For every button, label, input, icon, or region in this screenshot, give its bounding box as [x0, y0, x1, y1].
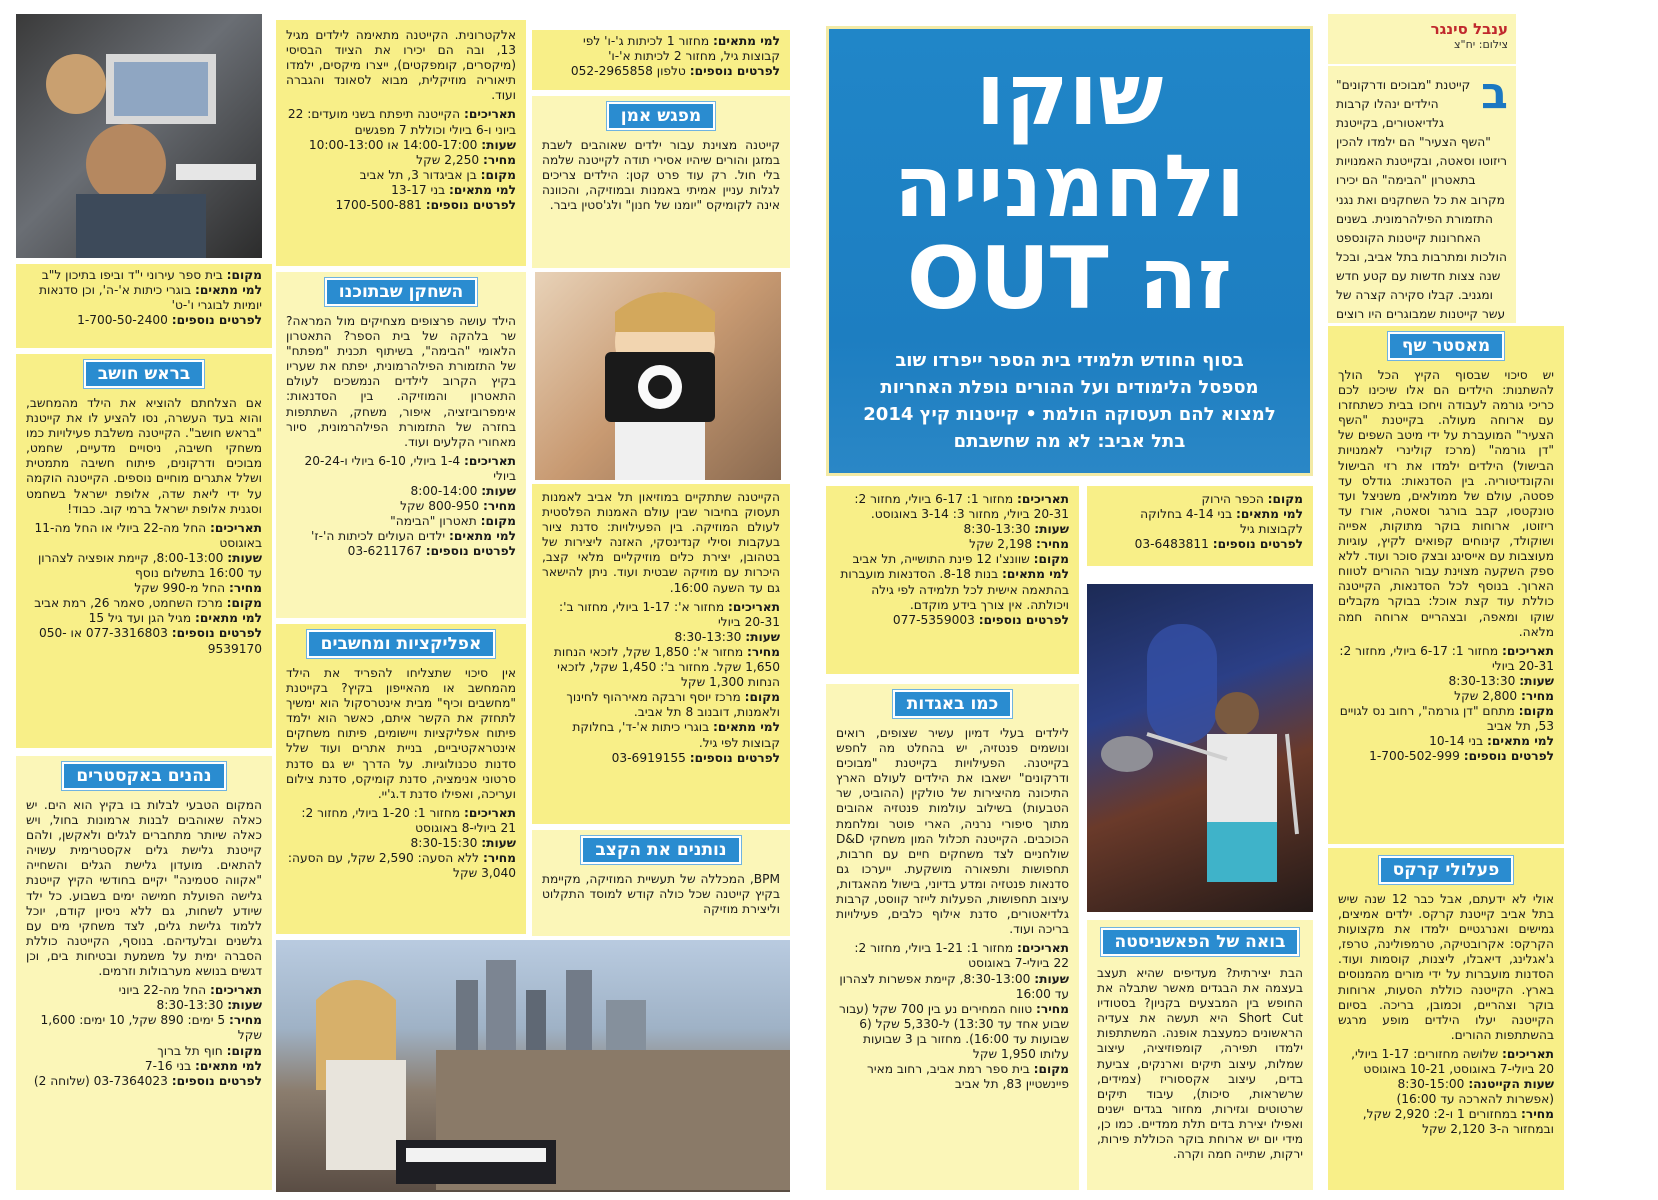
artist-text: קייטנה מצוינת עבור ילדים שאוהבים לשבת במזגן והורים שיהיו אסירי תודה לקייטנה שלמה בלי חול. רק עוד פרט קטן: הילדים צריכים לגלות עניין אמיתי באמנות ובמוזיקה, והכוונה אינה לקומיקס "יומנו של חנון" ולג'סטין ביבר. [542, 138, 780, 213]
electronic-section [276, 20, 526, 266]
info-row: לפרטים נוספים: 03-6919155 [611, 750, 780, 765]
info-row: לפרטים נוספים: 1-700-50-2400 [77, 313, 262, 328]
circus-heading: פעלולי קרקס [1379, 856, 1514, 884]
thinking-heading: בראש חושב [84, 360, 205, 388]
info-row: שעות: 8:00-13:00, קיימת אופציה לצהרון עד 16:00 בתשלום נוסף [37, 550, 262, 581]
camera-illustration [535, 272, 781, 480]
info-row: שעות: 8:30-13:00, קיימת אפשרות לצהרון עד 16:00 [839, 971, 1069, 1001]
info-row: שעות הקייטנה: 8:30-15:00 [1397, 1077, 1554, 1092]
info-row: לפרטים נוספים: 03-7364023 (שלוחה 2) [33, 1073, 262, 1088]
info-row: לפרטים נוספים: 03-6211767 [347, 544, 516, 559]
artist-section [532, 96, 790, 268]
electronic-info [286, 107, 516, 213]
photo-credit: צילום: יח"צ [1454, 38, 1508, 51]
info-row: למי מתאים: בני 10-14 [1429, 734, 1554, 749]
info-row: לפרטים נוספים: טלפון 052-2965858 [570, 64, 780, 79]
info-row: שעות: 8:30-13:30 [674, 629, 780, 644]
info-row: מקום: תאטרון "הבימה" [390, 514, 516, 529]
info-row: למי מתאים: בני 4-14 בחלוקה לקבוצות גיל [1140, 507, 1303, 537]
info-row: מחיר: מחזור א': 1,850 שקל, לזכאי הנחות 1,650 שקל. מחזור ב': 1,450 שקל, לזכאי הנחות 1,300 שקל [553, 644, 780, 690]
info-row: מקום: חוף תל ברוך [157, 1043, 262, 1058]
apps-info [286, 806, 516, 881]
info-row: למי מתאים: בנות 8-18. הסדנאות מועברות בהתאמה אישית לכל תלמידה לפי גילה ויכולתה. אין צורך בידע מוקדם. [840, 567, 1069, 612]
legends-text: לילדים בעלי דמיון עשיר שצופים, רואים ונושמים פנטזיה, יש בהחלט מה לחפש בקייטנה. הפעילויות בקייטנת "מבוכים ודרקונים" ישאבו את הילדים לעולם הארץ התיכונה מהיצירות של טולקין (ההוביט, שר הטבעות) בשילוב עולמות פנטזיה אהובים מתוך סיפורי נרניה, הארי פוטר ומלחמת הכוכבים. הקייטנה תכלול המון משחקי D&D שולחניים לצד משחקים חיים עם חרבות, תחפושות ותפאורה מושקעת. ייערכו גם סדנאות פנטזיה ומדע בדיוני, בישול מהאגדות, עיצוב תחפושות, הפעלות לייזר קווסט, קרבות גלדיאטורים, סדנת אילוף כלבים, פעילויות בריכה ועוד. [836, 726, 1069, 937]
info-row: שעות: 8:30-13:30 [963, 522, 1069, 537]
theater-heading: השחקן שבתוכנו [325, 278, 477, 306]
info-row: שעות: 8:30-15:30 [410, 836, 516, 851]
photo-kids-computers [16, 14, 262, 258]
museum-info [542, 600, 780, 766]
info-row: תאריכים: מחזור 1: 1-21 ביולי, מחזור 2: 22 ביולי-7 באוגוסט [854, 941, 1069, 971]
info-row: מחיר: 2,250 שקל [416, 152, 516, 167]
culture-info [532, 30, 790, 90]
apps-section [276, 624, 526, 934]
info-row: לפרטים נוספים: 1-700-502-999 [1369, 749, 1554, 764]
circus-info [1338, 1047, 1554, 1138]
museum-section [532, 484, 790, 824]
legends-info [836, 941, 1069, 1092]
legends-section [826, 684, 1079, 1190]
info-row: מחיר: 5 ימים: 890 שקל, 10 ימים: 1,600 שקל [40, 1013, 262, 1043]
byline-box [1328, 14, 1516, 64]
theater-section [276, 272, 526, 618]
info-row: למי מתאים: מחזור 1 לכיתות ג'-ו' לפי קבוצות גיל, מחזור 2 לכיתות א'-ו' [583, 34, 780, 64]
artist-heading: מפגש אמן [607, 102, 715, 130]
extreme-text: המקום הטבעי לבלות בו בקיץ הוא הים. יש כאלה שאוהבים לבנות ארמונות בחול, ויש כאלה שיותר מתחברים לגלים ולאקשן, ולהם קייטנת גלישת גלים אקסטרימית עשויה להתאים. מועדון גלישת הגלים והשחייה "אקווה סטמינה" יקיים בחודשי הקיץ קייטנת גלישה הפועלת חמישה ימים בשבוע. כל ילד שיודע לשחות, גם ללא ניסיון קודם, יוכל ללמוד גלישת גלים, לצד משחקי מים עם גלשנים ובלעדיהם. בנוסף, הקייטנה כוללת הסברה ימית על משמעת ובטיחות בים, וכן דגשים בנושא מערבולות וזרמים. [26, 798, 262, 979]
info-row: מקום: הכפר הירוק [1201, 492, 1303, 506]
electronic-text: אלקטרונית. הקייטנה מתאימה לילדים מגיל 13, ובה הם יכירו את הציוד הבסיסי (מיקסרים, קומפקטים), ייצרו מיקסים, ילמדו תיאוריה מוזיקלית, מבוא לסאונד והגברה ועוד. [286, 28, 516, 103]
school-info [16, 264, 272, 348]
info-row: למי מתאים: בני 7-16 [144, 1058, 262, 1073]
intro-text: קייטנת "מבוכים ודרקונים" הילדים ינהלו קרבות גלדיאטורים, בקייטנת "השף הצעיר" הם ילמדו להכין ריזוטו וסאטה, ובקייטנת האמנויות בתאטרון "הבימה" הם יכירו מקרוב את כל השחקנים ואת נגני התזמורת הפילהרמונית. בשנים האחרונות קייטנות הקונספט הולכות ומתרבות בתל אביב, ובכל שנה צצות חדשות עם קטע חדש ומגניב. קבלו סקירה קצרה של עשר קייטנות שמבוגרים היו רוצים [1336, 78, 1508, 322]
hero-subtitle: בסוף החודש תלמידי בית הספר ייפרדו שוב מספסל הלימודים ועל ההורים נופלת האחריות למצוא להם תעסוקה הולמת • קייטנות קיץ 2014 בתל אביב: לא מה שחשבתם [863, 350, 1276, 452]
info-row: מחיר: 800-950 שקל [400, 499, 516, 514]
info-row: מחיר: 2,800 שקל [1454, 688, 1554, 703]
info-row: שעות: 8:30-13:30 [156, 998, 262, 1013]
info-row: תאריכים: 1-4 ביולי, 6-10 ביולי ו-20-24 ביולי [304, 453, 516, 483]
beat-heading: נותנים את הקצב [581, 836, 740, 864]
master-chef-info [1338, 644, 1554, 765]
fashion-section [1087, 920, 1313, 1190]
info-row: לפרטים נוספים: 077-5359003 [892, 612, 1069, 627]
beat-text: BPM, המכללה של תעשיית המוזיקה, מקיימת בקיץ קייטנה שכל כולה קודש למוסד התקלוט וליצירת מוזיקה [542, 872, 780, 917]
info-row: לפרטים נוספים: 1700-500-881 [335, 198, 516, 213]
museum-text: הקייטנה שתתקיים במוזיאון תל אביב לאמנות תעסוק בחיבור שבין עולם האמנות הפלסטית לעולם המוזיקה. בין הפעילויות: סדנת ציור בעקבות וסילי קנדינסקי, האזנה ליצירות של בטהובן, יצירת כלים מוזיקליים מלאי קצב, היכרות עם מוזיקה שבטית ועוד. ניתן להישאר גם עד השעה 16:00. [542, 490, 780, 595]
info-row: מקום: מתחם "דן גורמה", רחוב נס לגויים 53, תל אביב [1339, 704, 1554, 734]
drop-cap: ב [1481, 68, 1508, 119]
info-row: מחיר: טווח המחירים נע בין 700 שקל (עבור שבוע אחד עד 13:30) ל-5,330 שקל (6 שבועות עד 16:00). מחזור בן 3 שבועות עלותו 1,950 שקל [839, 1001, 1069, 1061]
info-row: תאריכים: מחזור 1: 6-17 ביולי, מחזור 2: 20-31 ביולי, מחזור 3: 3-14 באוגוסט. [854, 492, 1069, 522]
theater-info [286, 454, 516, 560]
info-row: תאריכים: מחזור א': 1-17 ביולי, מחזור ב': 20-31 ביולי [559, 599, 780, 629]
photo-child-camera [535, 272, 781, 480]
hero-title-3: זה OUT [906, 229, 1233, 329]
extreme-heading: נהנים באקסטרים [62, 762, 225, 790]
info-row: תאריכים: החל מה-22 ביוני [118, 983, 262, 998]
hero-banner [826, 26, 1313, 476]
info-row: מקום: מרכז יוסף ורבקה מאירהוף לחינוך ולאמנות, דובנוב 8 תל אביב. [566, 690, 780, 720]
info-row: מקום: בית ספר עירוני י"ד וביפו בתיכון ל"ב [41, 268, 262, 282]
beat-section [532, 830, 790, 936]
info-row: מקום: בית ספר רמת אביב, רחוב מאיר פיינשטיין 83, תל אביב [866, 1062, 1069, 1092]
master-chef-heading: מאסטר שף [1388, 332, 1504, 360]
info-row: למי מתאים: מגיל הגן ועד גיל 15 [88, 611, 262, 626]
info-row: למי מתאים: בוגרי כיתות א'-ד', בחלוקת קבוצות לפי גיל. [572, 720, 780, 750]
computer-illustration [16, 14, 262, 258]
theater-text: הילד עושה פרצופים מצחיקים מול המראה? שר בלהקה של בית הספר? התאטרון הלאומי "הבימה", בשיתוף תכנית "מפתח" של התזמורת הפילהרמונית, יפתח את שעריו בקיץ הקרוב לילדים הנמשכים לעולם התאטרון והמוזיקה. בין הסדנאות: אימפרוביזציה, איפור, משחק, השתתפות בחזרה של התזמורת הפילהרמונית, סיור מאחורי הקלעים ועוד. [286, 314, 516, 449]
info-row: למי מתאים: בוגרי כיתות א'-ה', וכן סדנאות יומיות לבוגרי ו'-ט' [39, 283, 262, 313]
dj-illustration [276, 940, 790, 1192]
thinking-info [26, 521, 262, 657]
fashion-heading: בואה של הפאשניסטה [1101, 928, 1300, 956]
info-row: תאריכים: מחזור 1: 6-17 ביולי, מחזור 2: 20-31 ביולי [1339, 643, 1554, 673]
info-row: מקום: בן אביגדור 3, תל אביב [359, 167, 516, 182]
info-row: מחיר: 2,198 שקל [969, 537, 1069, 552]
info-row: תאריכים: הקייטנה תיפתח בשני מועדים: 22 ביוני ו-6 ביולי וכוללת 7 מפגשים [287, 107, 516, 137]
info-row: שעות: 8:30-13:30 [1448, 673, 1554, 688]
author-name: ענבל סינגר [1430, 20, 1508, 38]
info-row: תאריכים: שלושה מחזורים: 1-17 ביולי, 20 ביולי-7 באוגוסט, 10-21 באוגוסט [1351, 1046, 1554, 1077]
photo-girl-keyboard [276, 940, 790, 1192]
thinking-section [16, 354, 272, 748]
master-chef-section [1328, 326, 1564, 844]
info-row: (אפשרות להארכה עד 16:00) [1396, 1092, 1554, 1107]
hero-title-1: שוקו [975, 45, 1164, 145]
extreme-section [16, 756, 272, 1190]
master-chef-text: יש סיכוי שבסוף הקיץ הכל הולך להשתנות: הילדים הם אלו שיכינו לכם כריכי גורמה לעבודה ויחכו בבית כשתחזרו עם ארוחה מעולה. בקייטנת "השף הצעיר" המועברת על ידי מיטב השפים של "דן גורמה" (מרכז קולינרי לאמנויות הבישול) הילדים ילמדו את רזי הבישול והקונדיטוריה. בין הסדנאות: גודלס עד פסטה, עולם של ממולאים, משניצל ועד טונקטסו, קבב בורגר וסאטה, אורז עד ריזוטו, ארוחות בוקר מתוקות, אפייה ושוקולד, קינוחים קפואים לקיץ, עוגיות מעוצבות עם אייסינג ובצק סוכר ועוד. ללא ספק השקעה מצוינת עבור ההורים לטווח הארוך. בנוסף לכל הסדנאות, הקייטנה כוללת עוד קצת אוכל: בבוקר מקבלים שוקו ומאפה, ובצהריים ארוחה חמה מלאה. [1338, 368, 1554, 639]
thinking-text: אם הצלחתם להוציא את הילד מהמחשב, והוא בעד העשרה, נסו להציע לו את קייטנת "בראש חושב". הקייטנה משלבת פעילויות כמו משחקי חשיבה, ניסויים מדעיים, שחמט, מבוכים ודרקונים, פיתוח חשיבה מתמטית ושלל אתגרים מוחיים נוספים. הקייטנה הוקמה על ידי ליאת שדה, אלופת ישראל בשחמט וסגנית אלופת ישראל ברמי קוב. כבוד! [26, 396, 262, 516]
info-row: למי מתאים: בני 13-17 [391, 182, 516, 197]
info-row: תאריכים: מחזור 1: 1-20 ביולי, מחזור 2: 21 ביולי-8 באוגוסט [301, 805, 516, 835]
info-row: שעות: 14:00-17:00 או 10:00-13:00 [308, 137, 516, 152]
apps-text: אין סיכוי שתצליחו להפריד את הילד מהמחשב או מהאייפון בקיץ? בקייטנת "מחשבים וכיף" מבית אינטרסקול הוא ימשיך לתחזק את הקשר איתם, כאשר הוא ילמד פיתוח אפליקציות ויישומים, פיתוח משחקים אינטראקטיביים, בניית אתרים ועוד שלל סדנות טכנולוגיות. על הדרך יש גם סדנת סרטוני אנימציה, סדנת קומיקס, סדנת צילום ועריכה, ואפילו סדנת ד.ג'יי. [286, 666, 516, 801]
drummer-illustration [1087, 584, 1313, 912]
info-row: מחיר: ללא הסעה: 2,590 שקל, עם הסעה: 3,040 שקל [287, 851, 516, 881]
info-row: מחיר: החל מ-990 שקל [134, 581, 262, 596]
info-row: למי מתאים: ילדים העולים לכיתות ה'-ז' [311, 529, 516, 544]
info-row: מקום: מרכז השחמט, סאמר 26, רמת אביב [34, 596, 262, 611]
legends-heading: כמו באגדות [893, 690, 1012, 718]
info-row: מחיר: במחזורים 1 ו-2: 2,920 שקל, ובמחזור ה-3 2,120 שקל [1362, 1107, 1554, 1137]
info-row: תאריכים: החל מה-22 ביולי או החל מה-11 באוגוסט [34, 520, 262, 550]
apps-heading: אפליקציות ומחשבים [307, 630, 496, 658]
info-row: שעות: 8:00-14:00 [410, 484, 516, 499]
intro-section [1328, 66, 1516, 323]
circus-section [1328, 848, 1564, 1190]
photo-boy-drums [1087, 584, 1313, 912]
info-row: מקום: שוונצ'ו 12 פינת התושייה, תל אביב [852, 552, 1069, 567]
info-row: לפרטים נוספים: 077-3316803 או 050-9539170 [39, 626, 262, 656]
info-row: לפרטים נוספים: 03-6483811 [1134, 537, 1303, 552]
circus-text: אולי לא ידעתם, אבל כבר 12 שנה שיש בתל אביב קייטנת קרקס. ילדים אמיצים, גמישים ואנרגטיים ילמדו את מקצועות הקרקס: אקרובטיקה, טרמפולינה, טרפז, ג'אגלינג, דיאבלו, ליצנות, קוסמות ועוד. הסדנות מועברות על ידי מורים מהמנוסים בארץ. הקייטנה כוללת הסעות, ארוחות בוקר וצהריים, וכמובן, בריכה. בסיום הקייטנה יעלו הילדים מופע מרגש בהשתתפות ההורים. [1338, 892, 1554, 1042]
extreme-info [26, 983, 262, 1089]
green-village-info [1087, 486, 1313, 566]
fashion-text: הבת יצירתית? מעדיפים שהיא תעצב בעצמה את הבגדים מאשר שתבלה את החופש בין המבצעים בקניון? בסטודיו Short Cut היא תעשה את צעדיה הראשונים כמעצבת אופנה. המשתתפות ילמדו תפירה, קומפוזיציה, עיצוב שמלות, עיצוב תיקים וארנקים, צביעת בדים, עיצוב אקססוריז (צמידים, שרשראות, סיכות), עיבוד תיקים שרטוטים וגזירות, מחזור בגדים ישנים ואפילו יצירת בדים תלת ממדיים. כמו כן, מידי יום יש ארוחת בוקר הכוללת פירות, ירקות, שתייה חמה וקרה. [1097, 966, 1303, 1162]
dungeons-info [826, 486, 1079, 674]
hero-title-2: ולחמנייה [893, 137, 1246, 237]
